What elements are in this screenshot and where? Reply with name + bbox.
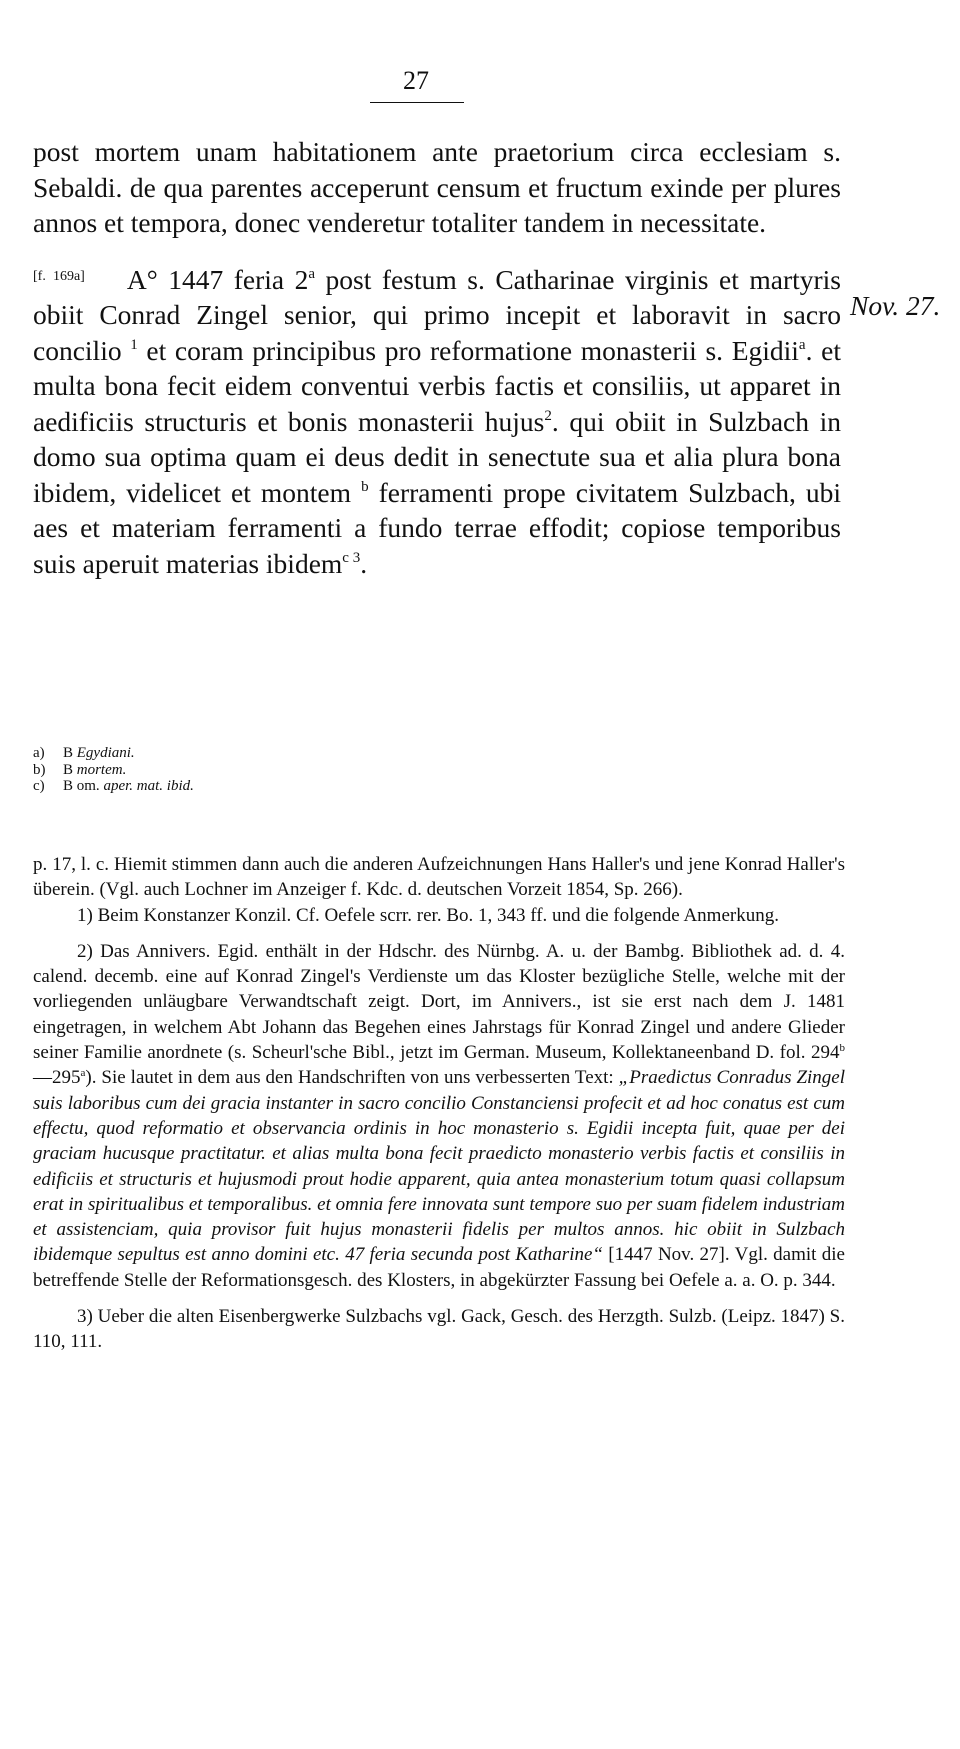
variant-italic: aper. mat. ibid. [103,778,194,794]
text-segment: [1447 Nov. 27]. Vgl. damit die betreffende Stelle der Reformationsgesch. des Klosters, in abgekürzter Fassung bei Oefele a. a. O. p. 344. [33,1244,845,1291]
variant-italic: Egydiani. [76,745,135,761]
paragraph-gap [33,241,841,259]
variant-readings [33,745,633,795]
folio-marker: [f. 169a] [33,268,85,284]
footnote-ref: b [361,478,369,495]
paragraph-1: post mortem unam habitationem ante praetorium circa ecclesiam s. Sebaldi. de qua parentes acceperunt censum et fructum exinde per plures annos et tempora, donec venderetur totaliter tandem in necessitate. [33,136,841,238]
variant-row [33,745,633,762]
footnote-continuation: p. 17, l. c. Hiemit stimmen dann auch die anderen Aufzeichnungen Hans Haller's und jene Konrad Haller's überein. (Vgl. auch Lochner im Anzeiger f. Kdc. d. deutschen Vorzeit 1854, Sp. 266). [33,854,845,901]
footnote-gap [33,1293,845,1304]
variant-label: c) [33,778,45,794]
variant-italic: mortem. [76,761,127,778]
footnote-ref: a [798,336,806,353]
footnote-ref: 2 [544,407,552,424]
paragraph-2 [33,259,841,582]
variant-row [33,778,633,795]
folio-sup: a [80,1067,86,1080]
text-segment: . qui obiit in Sulzbach in domo sua optima quam ei deus dedit in senectute sua et alia plura bona ibidem, videlicet et montem [33,405,841,508]
text-segment: A° 1447 feria 2 [126,263,309,295]
text-segment: ). Sie lautet in dem aus den Handschriften von uns verbesserten Text: [85,1067,619,1089]
text-segment: ferramenti prope civitatem Sulzbach, ubi aes et materiam ferramenti a fundo terrae effodit; copiose temporibus suis aperuit materias ibidem [33,476,842,579]
text-segment: et coram principibus pro reformatione monasterii s. Egidii [137,334,799,366]
text-segment: 2) Das Annivers. Egid. enthält in der Hdschr. des Nürnbg. A. u. der Bambg. Bibliothek ad. d. 4. calend. decemb. eine auf Konrad Zingel's Verdienste um das Kloster bezügliche Stelle, welche mit der vorliegenden unläugbare Verwandtschaft zeigt. Dort, im Annivers., ist sie erst nach dem J. 1481 eingetragen, in welchem Abt Johann das Begehen eines Jahrstags für Konrad Zingel und andere Glieder seiner Familie anordnete (s. Scheurl'sche Bibl., jetzt im German. Museum, Kollektaneenband D. fol. 294 [33,940,845,1064]
text-segment: —295 [33,1067,81,1089]
text-segment: post festum s. Catharinae virginis et martyris obiit Conrad Zingel senior, qui primo incepit et laboravit in sacro concilio [33,263,841,366]
page-number-rule [370,102,464,103]
variant-text: B om. [63,778,104,794]
page-number: 27 [403,66,429,95]
variant-text: B [63,761,77,778]
variant-label: a) [33,745,45,761]
footnote-ref: c 3 [342,549,361,566]
main-text [33,134,841,581]
variant-row [33,762,633,779]
variant-label: b) [33,761,46,778]
variant-text: B [63,745,77,761]
footnote-2 [33,939,845,1293]
footnote-ref: 1 [130,336,138,353]
footnote-3: 3) Ueber die alten Eisenbergwerke Sulzbachs vgl. Gack, Gesch. des Herzgth. Sulzb. (Leipz. 1847) S. 110, 111. [33,1306,845,1353]
text-segment: . [360,547,368,579]
footnote-ref: a [308,265,316,282]
folio-sup: b [839,1042,845,1055]
footnote-gap [33,928,845,939]
quoted-text: „Praedictus Conradus Zingel suis laboribus cum dei gracia instanter in sacro concilio Constanciensi profecit et ad hoc conatus est cum effectu, quod reformatio et observancia ordinis in hoc monasterio s. Egidii incepta fuit, quae per dei graciam hucusque practitatur. et alias multa bona fecit praedicto monasterio verbis factis et consiliis in edificiis et structuris et hujusmodi prout hodie apparent, quia antea monasterium totum quasi collapsum erat in spiritualibus et temporalibus. et omnia fere innovata sunt tempore suo per suam fidelem industriam et assistenciam, quia provisor fuit hujus monasterii fidelis per multos annos. hic obiit in Sulzbach ibidemque sepultus est anno domini etc. 47 feria secunda post Katharine“ [33,1067,846,1266]
margin-date: Nov. 27. [850,290,941,321]
footnotes [33,852,845,1355]
footnote-1: 1) Beim Konstanzer Konzil. Cf. Oefele scrr. rer. Bo. 1, 343 ff. und die folgende Anmerkung. [77,904,779,926]
text-segment: . et multa bona fecit eidem conventui verbis factis et consiliis, ut apparet in aedificiis structuris et bonis monasterii hujus [33,334,841,437]
